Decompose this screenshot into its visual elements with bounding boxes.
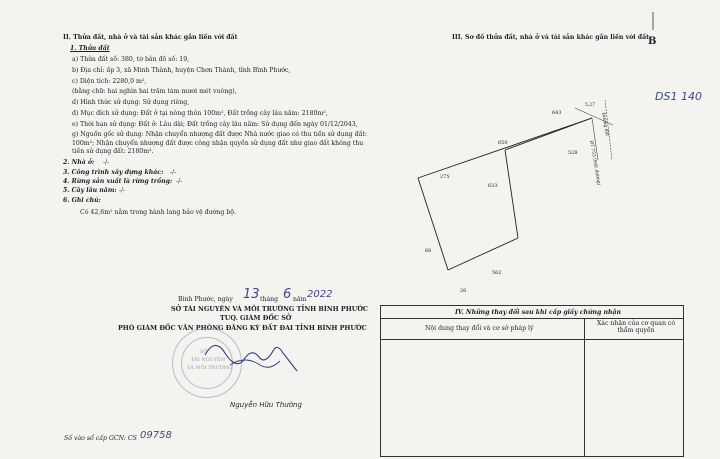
map-label: 528 xyxy=(568,150,578,156)
item-label: 2. Nhà ở: xyxy=(63,159,95,166)
authority-deputy: TUQ. GIÁM ĐỐC SỞ xyxy=(220,314,292,322)
col-header-confirm xyxy=(595,320,677,334)
handwritten-code: DS1 140 xyxy=(655,90,702,103)
item-label: 6. Ghi chú: xyxy=(63,197,101,204)
signer-name: Nguyễn Hữu Thường xyxy=(230,401,302,409)
date-prefix: Bình Phước, ngày xyxy=(178,296,233,303)
registry-label: Số vào sổ cấp GCN: CS xyxy=(64,435,137,442)
date-year-label: năm xyxy=(293,296,307,303)
col-header-content: Nội dung thay đổi và cơ sở pháp lý xyxy=(425,325,534,332)
map-label: 5,27 xyxy=(585,103,596,108)
item-value: -/- xyxy=(103,159,110,166)
land-line: d) Hình thức sử dụng: Sử dụng riêng, xyxy=(72,99,190,106)
map-label: 68 xyxy=(425,248,432,254)
stamp-line: SỞ xyxy=(200,349,208,355)
map-label: 633 xyxy=(488,183,498,189)
date-year: 2022 xyxy=(307,289,333,300)
map-label: 275 xyxy=(440,174,450,180)
item-value: -/- xyxy=(176,178,183,185)
map-label: 562 xyxy=(492,270,502,276)
item-label: 4. Rừng sản xuất là rừng trồng: xyxy=(63,178,173,185)
section-title-ii: II. Thửa đất, nhà ở và tài sản khác gắn liền với đất xyxy=(63,34,238,41)
map-label: 26 xyxy=(460,288,467,294)
map-label: ĐT 753 (Đất đường) xyxy=(588,140,601,186)
registry-value: 09758 xyxy=(140,430,172,441)
item-label: 5. Cây lâu năm: xyxy=(63,187,117,194)
land-line: đ) Mục đích sử dụng: Đất ở tại nông thôn 100m², Đất trồng cây lâu năm: 2180m², xyxy=(72,110,328,117)
map-label: 643 xyxy=(552,110,562,116)
note-text: Có 42,6m² nằm trong hành lang bảo vệ đường bộ. xyxy=(80,209,237,216)
section-title-iii: III. Sơ đồ thửa đất, nhà ở và tài sản khác gắn liền với đất xyxy=(452,34,650,41)
date-month-label: tháng xyxy=(260,296,279,303)
land-line: (bằng chữ: hai nghìn hai trăm tám mươi mét vuông), xyxy=(72,88,237,95)
land-line: e) Thời hạn sử dụng: Đất ở: Lâu dài; Đất trồng cây lâu năm: Sử dụng đến ngày 01/12/2043, xyxy=(72,121,358,128)
map-label: 650 xyxy=(498,140,508,146)
land-heading: 1. Thửa đất xyxy=(70,45,110,52)
land-line: c) Diện tích: 2280,0 m², xyxy=(72,78,147,85)
authority-office: PHÓ GIÁM ĐỐC VĂN PHÒNG ĐĂNG KÝ ĐẤT ĐAI TỈNH BÌNH PHƯỚC xyxy=(118,324,367,332)
item-value: -/- xyxy=(119,187,126,194)
land-line: 100m²; Nhận chuyển nhượng đất được công nhận quyền sử dụng đất như giao đất không thu xyxy=(72,140,364,147)
stamp-line: VÀ MÔI TRƯỜNG xyxy=(187,365,233,371)
map-label: Đường đất xyxy=(600,112,610,137)
land-line: tiền sử dụng đất: 2180m². xyxy=(72,148,154,155)
table-divider xyxy=(584,318,585,456)
col-header-confirm-text: Xác nhận của cơ quan có thẩm quyền xyxy=(596,320,676,334)
land-line: g) Nguồn gốc sử dụng: Nhận chuyển nhượng đất được Nhà nước giao có thu tiền sử dụng đất: xyxy=(72,131,367,138)
date-day: 13 xyxy=(243,287,260,302)
date-month: 6 xyxy=(283,287,292,302)
item-value: -/- xyxy=(170,169,177,176)
table-title: IV. Những thay đổi sau khi cấp giấy chứng nhận xyxy=(455,309,622,316)
land-line: a) Thửa đất số: 380, tờ bản đồ số: 19, xyxy=(72,56,190,63)
item-label: 3. Công trình xây dựng khác: xyxy=(63,169,164,176)
stamp-line: TÀI NGUYÊN xyxy=(191,357,226,363)
authority: SỞ TÀI NGUYÊN VÀ MÔI TRƯỜNG TỈNH BÌNH PHƯỚC xyxy=(171,305,369,313)
corner-letter: B xyxy=(648,36,657,47)
changes-table xyxy=(380,305,684,457)
land-line: b) Địa chỉ: ấp 3, xã Minh Thành, huyện Chơn Thành, tỉnh Bình Phước, xyxy=(72,67,291,74)
